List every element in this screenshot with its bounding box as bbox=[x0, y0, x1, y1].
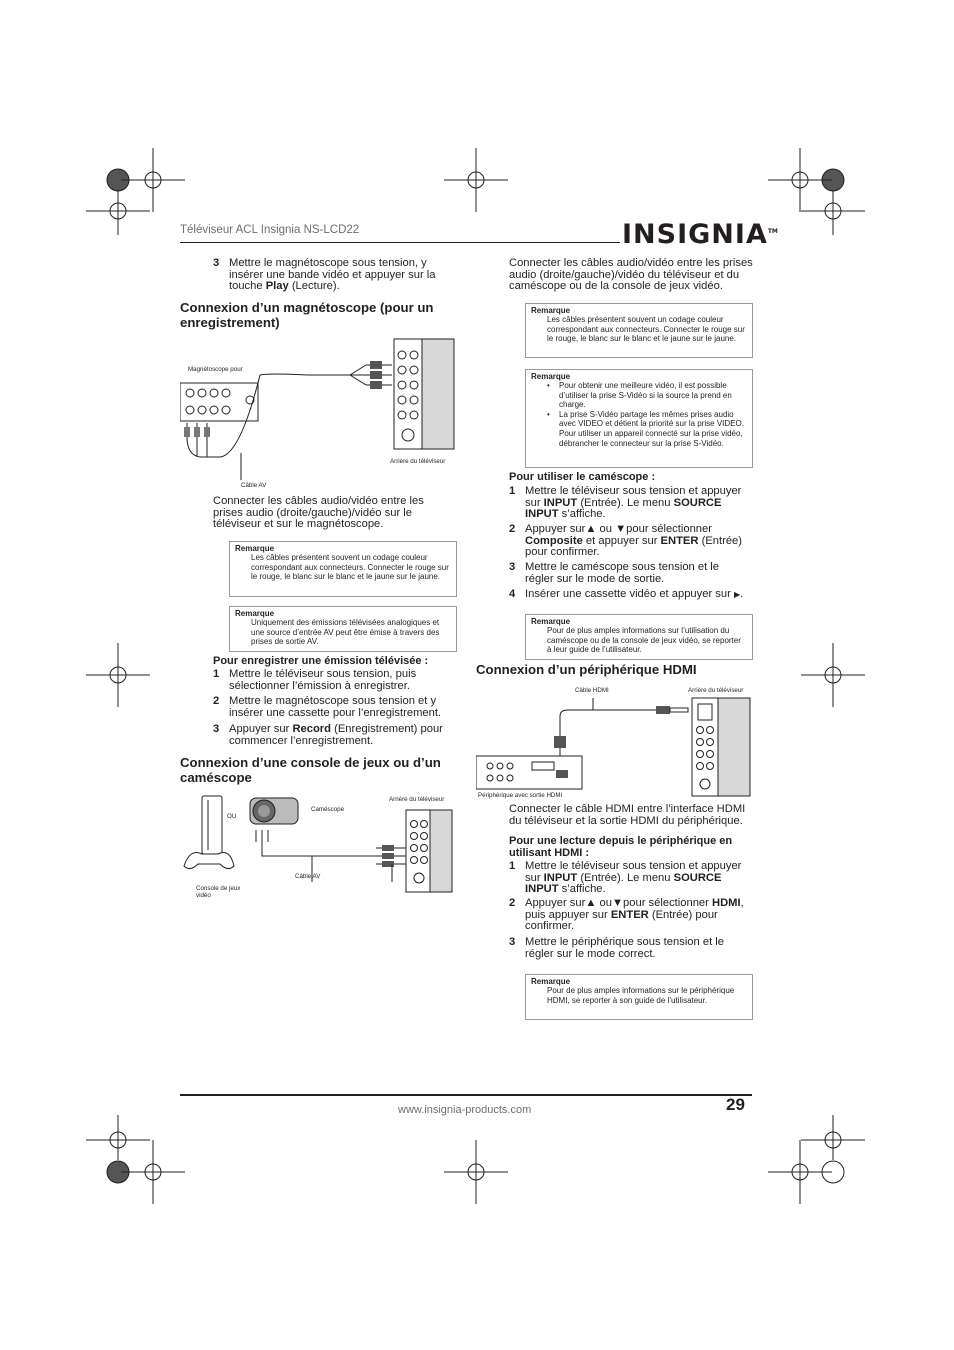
figure-vcr-connection bbox=[180, 335, 460, 495]
fig2-camcorder-label: Caméscope bbox=[311, 806, 345, 813]
up-arrow-icon: ▲ bbox=[585, 897, 597, 909]
fig3-cable-label: Câble HDMI bbox=[575, 687, 609, 694]
fig1-tv-back-label: Arrière du téléviseur bbox=[390, 458, 446, 465]
page-number: 29 bbox=[726, 1095, 745, 1114]
record-title: Pour enregistrer une émission télévisée : bbox=[213, 655, 429, 667]
section-title-vcr: Connexion d’un magnétoscope (pour un enregistrement) bbox=[180, 300, 434, 330]
note-analog-only: Remarque Uniquement des émissions télévisées analogiques et une source d’entrée AV peut être émise à travers des prises de sortie AV. bbox=[229, 606, 457, 652]
note-svideo-bullet-1: • Pour obtenir une meilleure vidéo, il est possible d’utiliser la prise S-Vidéo si la source la prend en charge. bbox=[547, 381, 747, 410]
camcorder-use-title: Pour utiliser le caméscope : bbox=[509, 471, 656, 483]
note-cable-colors: Remarque Les câbles présentent souvent un codage couleur correspondant aux connecteurs. Connecter le rouge sur le rouge, le blanc sur le blanc et le jaune sur le jaune. bbox=[229, 541, 457, 597]
fig3-device-label: Périphérique avec sortie HDMI bbox=[478, 792, 563, 799]
fig2-console-label: Console de jeux vidéo bbox=[196, 885, 241, 899]
note-user-guide: Remarque Pour de plus amples informations sur l’utilisation du caméscope ou de la console de jeux vidéo, se reporter à leur guide de l’utilisateur. bbox=[525, 614, 753, 660]
note-svideo: Remarque • Pour obtenir une meilleure vidéo, il est possible d’utiliser la prise S-Vidéo si la source la prend en charge. • La prise S-Vidéo partage les mêmes prises audio avec VIDEO et détient la priorité sur la prise VIDEO. Pour utiliser un appareil connecté sur la prise vidéo, débrancher le connecteur sur la prise S-Vidéo. bbox=[525, 369, 753, 468]
hdmi-paragraph: Connecter le câble HDMI entre l’interface HDMI du téléviseur et la sortie HDMI du périphérique. bbox=[509, 803, 746, 827]
fig2-cable-label: Câble AV bbox=[295, 873, 321, 880]
camcorder-paragraph: Connecter les câbles audio/vidéo entre les prises audio (droite/gauche)/vidéo du téléviseur et du caméscope ou de la console de jeux vidéo. bbox=[509, 257, 753, 293]
figure-hdmi-connection bbox=[476, 690, 754, 800]
section-title-console: Connexion d’une console de jeux ou d’un caméscope bbox=[180, 755, 441, 785]
section-title-hdmi: Connexion d’un périphérique HDMI bbox=[476, 662, 697, 677]
fig2-tv-back-label: Arrière du téléviseur bbox=[389, 796, 445, 803]
header-rule bbox=[180, 242, 620, 243]
footer-rule bbox=[180, 1094, 752, 1096]
note-cable-colors-2: Remarque Les câbles présentent souvent un codage couleur correspondant aux connecteurs. Connecter le rouge sur le rouge, le blanc sur le blanc et le jaune sur le jaune. bbox=[525, 303, 753, 358]
insignia-logo: INSIGNIA™ bbox=[622, 219, 778, 250]
fig1-cable-label: Câble AV bbox=[241, 482, 267, 489]
down-arrow-icon: ▼ bbox=[611, 897, 624, 909]
play-icon: ▶ bbox=[733, 590, 741, 599]
vcr-paragraph: Connecter les câbles audio/vidéo entre les prises audio (droite/gauche)/vidéo sur le téléviseur et sur le magnétoscope. bbox=[213, 495, 424, 531]
down-arrow-icon: ▼ bbox=[615, 523, 627, 535]
hdmi-playback-title: Pour une lecture depuis le périphérique en utilisant HDMI : bbox=[509, 835, 733, 859]
up-arrow-icon: ▲ bbox=[585, 523, 597, 535]
fig2-ou-label: OU bbox=[227, 813, 237, 820]
note-svideo-bullet-2: • La prise S-Vidéo partage les mêmes prises audio avec VIDEO et détient la priorité sur la prise VIDEO. Pour utiliser un appareil connecté sur la prise vidéo, débrancher le connecteur sur la prise S-Vidéo. bbox=[547, 410, 747, 448]
fig3-tv-back-label: Arrière du téléviseur bbox=[688, 687, 744, 694]
footer-url: www.insignia-products.com bbox=[398, 1104, 532, 1116]
note-hdmi-guide: Remarque Pour de plus amples informations sur le périphérique HDMI, se reporter à son guide de l’utilisateur. bbox=[525, 974, 753, 1020]
fig1-vcr-label: Magnétoscope pour bbox=[188, 366, 243, 373]
header-title: Téléviseur ACL Insignia NS-LCD22 bbox=[180, 224, 360, 236]
